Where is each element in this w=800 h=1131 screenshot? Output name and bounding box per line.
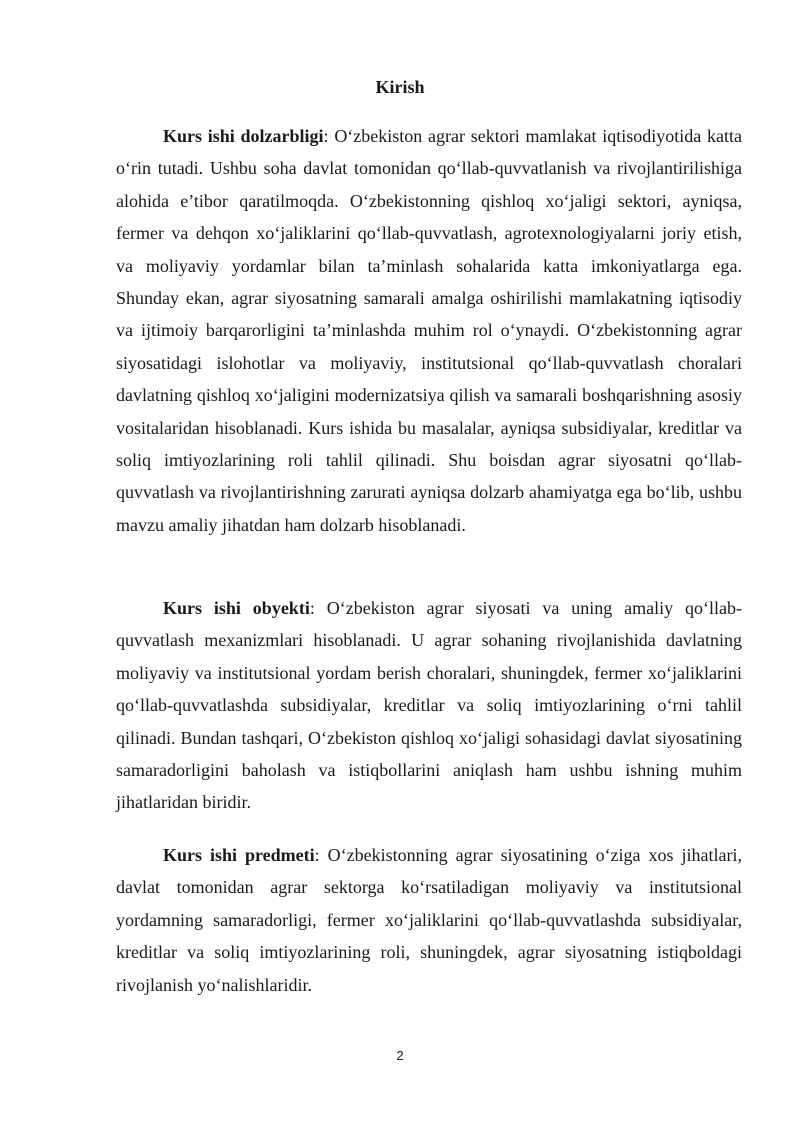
- paragraph-separator: :: [323, 126, 335, 146]
- paragraph-subject: [116, 839, 742, 1001]
- section-title: Kirish: [375, 77, 425, 97]
- paragraph-separator: :: [309, 598, 327, 618]
- paragraph-relevance: [116, 120, 742, 541]
- paragraph-object: [116, 592, 742, 819]
- paragraph-body: O‘zbekiston agrar siyosati va uning amaliy qo‘llab-quvvatlash mexanizmlari hisoblanadi. U agrar sohaning rivojlanishida davlatning moliyaviy va institutsional yordam berish choralari, shuningdek, fermer xo‘jaliklarini qo‘llab-quvvatlashda subsidiyalar, kreditlar va soliq imtiyozlarining o‘rni tahlil qilinadi. Bundan tashqari, O‘zbekiston qishloq xo‘jaligi sohasidagi davlat siyosatining samaradorligini baholash va istiqbollarini aniqlash ham ushbu ishning muhim jihatlaridan biridir.: [116, 598, 742, 813]
- page-number: 2: [396, 1048, 404, 1063]
- paragraph-body: O‘zbekiston agrar sektori mamlakat iqtisodiyotida katta o‘rin tutadi. Ushbu soha davlat tomonidan qo‘llab-quvvatlanish va rivojlantirilishiga alohida e’tibor qaratilmoqda. O‘zbekistonning qishloq xo‘jaligi sektori, ayniqsa, fermer va dehqon xo‘jaliklarini qo‘llab-quvvatlash, agrotexnologiyalarni joriy etish, va moliyaviy yordamlar bilan ta’minlash sohalarida katta imkoniyatlarga ega. Shunday ekan, agrar siyosatning samarali amalga oshirilishi mamlakatning iqtisodiy va ijtimoiy barqarorligini ta’minlashda muhim rol o‘ynaydi. O‘zbekistonning agrar siyosatidagi islohotlar va moliyaviy, institutsional qo‘llab-quvvatlash choralari davlatning qishloq xo‘jaligini modernizatsiya qilish va samarali boshqarishning asosiy vositalaridan hisoblanadi. Kurs ishida bu masalalar, ayniqsa subsidiyalar, kreditlar va soliq imtiyozlarining roli tahlil qilinadi. Shu boisdan agrar siyosatni qo‘llab-quvvatlash va rivojlantirishning zarurati ayniqsa dolzarb ahamiyatga ega bo‘lib, ushbu mavzu amaliy jihatdan ham dolzarb hisoblanadi.: [116, 126, 742, 535]
- paragraph-lead: Kurs ishi predmeti: [163, 845, 315, 865]
- paragraph-separator: :: [314, 845, 328, 865]
- paragraph-body: O‘zbekistonning agrar siyosatining o‘ziga xos jihatlari, davlat tomonidan agrar sektorga ko‘rsatiladigan moliyaviy va institutsional yordamning samaradorligi, fermer xo‘jaliklarini qo‘llab-quvvatlashda subsidiyalar, kreditlar va soliq imtiyozlarining roli, shuningdek, agrar siyosatning istiqboldagi rivojlanish yo‘nalishlaridir.: [116, 845, 742, 995]
- paragraph-lead: Kurs ishi dolzarbligi: [163, 126, 324, 146]
- paragraph-lead: Kurs ishi obyekti: [163, 598, 310, 618]
